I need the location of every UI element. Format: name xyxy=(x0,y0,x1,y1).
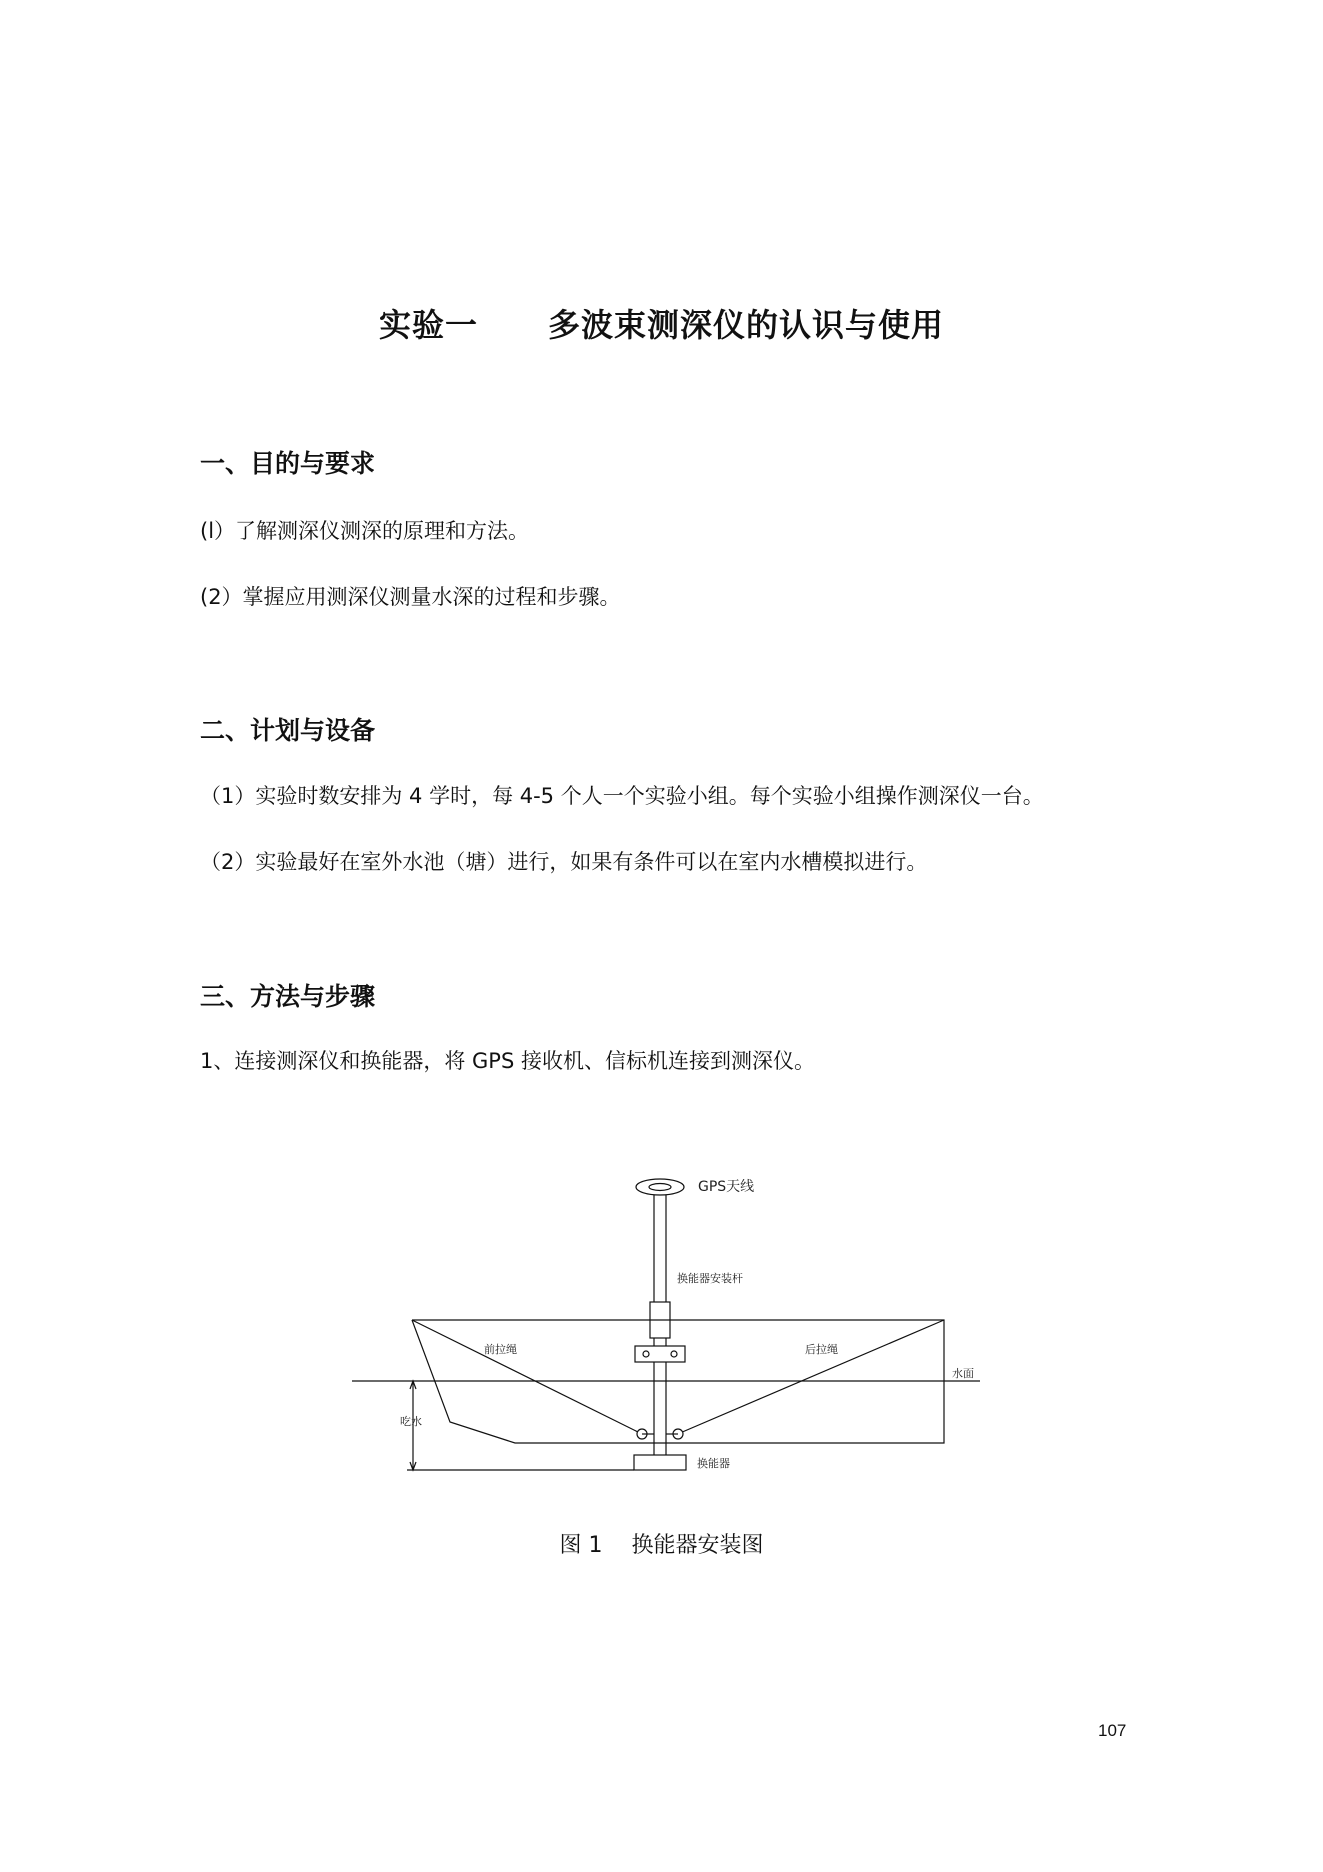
section-heading-objectives: 一、目的与要求 xyxy=(200,449,376,478)
section-heading-method-steps: 三、方法与步骤 xyxy=(200,982,376,1011)
plan-item-2: （2）实验最好在室外水池（塘）进行，如果有条件可以在室内水槽模拟进行。 xyxy=(200,850,928,874)
transducer-body xyxy=(634,1455,686,1470)
front-rope xyxy=(412,1320,640,1433)
transducer-installation-diagram xyxy=(340,1165,1000,1505)
page-number: 107 xyxy=(1098,1721,1127,1740)
label-mount-pole: 换能器安装杆 xyxy=(677,1272,743,1285)
gps-antenna-icon xyxy=(636,1179,684,1195)
label-transducer: 换能器 xyxy=(697,1457,730,1470)
label-gps-antenna: GPS天线 xyxy=(698,1179,755,1195)
figure-caption: 图 1 换能器安装图 xyxy=(559,1533,764,1558)
label-draft: 吃水 xyxy=(400,1415,422,1428)
method-step-1: 1、连接测深仪和换能器，将 GPS 接收机、信标机连接到测深仪。 xyxy=(200,1049,815,1073)
title-experiment-name: 多波束测深仪的认识与使用 xyxy=(548,306,945,344)
label-water-surface: 水面 xyxy=(952,1367,974,1380)
plan-item-1: （1）实验时数安排为 4 学时，每 4-5 个人一个实验小组。每个实验小组操作测深仪一台。 xyxy=(200,784,1044,808)
section-heading-plan-equipment: 二、计划与设备 xyxy=(200,716,376,745)
page-title xyxy=(0,300,1323,346)
label-rear-rope: 后拉绳 xyxy=(805,1343,838,1356)
objective-item-1: (l）了解测深仪测深的原理和方法。 xyxy=(200,519,530,543)
label-front-rope: 前拉绳 xyxy=(484,1343,517,1356)
title-experiment-number: 实验一 xyxy=(378,306,478,344)
rear-rope xyxy=(680,1320,944,1433)
objective-item-2: (2）掌握应用测深仪测量水深的过程和步骤。 xyxy=(200,585,621,609)
